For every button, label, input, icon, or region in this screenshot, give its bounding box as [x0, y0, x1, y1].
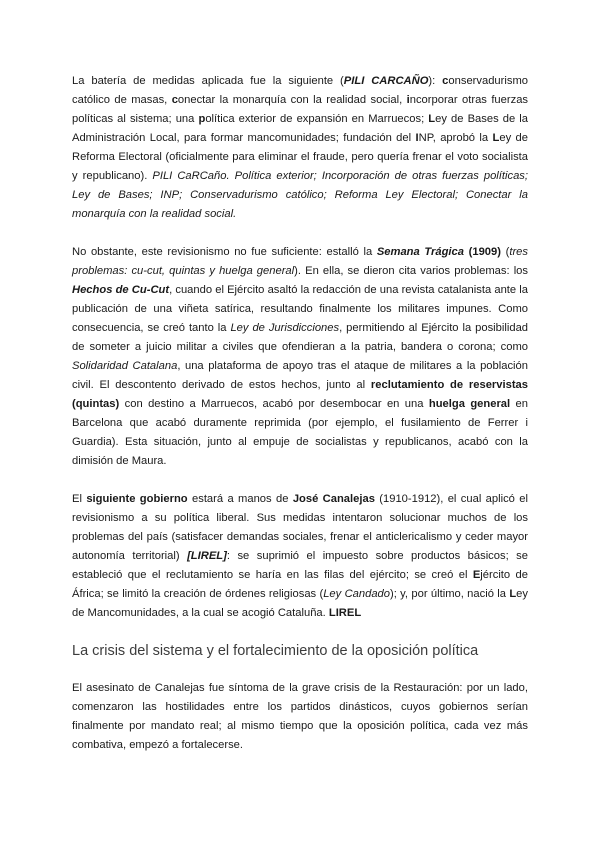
- text-run: (1910-1912), el cual aplicó el revisionismo a su política liberal. Sus medidas intentaron solucionar muchos de los problemas del país (satisfacer demandas sociales, frenar el anticlericalismo y ceder mayor autonomía territorial): [72, 493, 528, 562]
- text-run: NP, aprobó la: [418, 132, 493, 144]
- text-run: ey de Bases de la Administración Local, para formar mancomunidades; fundación del: [72, 113, 529, 144]
- text-run: El asesinato de Canalejas fue síntoma de la grave crisis de la Restauración: por un lado, comenzaron las hostilidades entre los partidos dinásticos, cuyos gobiernos serían finalmente por mandato real; al mismo tiempo que la oposición política, cada vez más combativa, empezó a fortalecerse.: [72, 682, 528, 751]
- text-run: huelga general: [428, 398, 511, 410]
- text-run: José Canalejas: [292, 493, 375, 505]
- text-run: onectar la monarquía con la realidad social,: [177, 94, 407, 106]
- text-run: : se suprimió el impuesto sobre productos básicos; se estableció que el reclutamiento se haría en las filas del ejército; se creó el: [72, 550, 528, 581]
- text-run: ). En ella, se dieron cita varios problemas: los: [294, 265, 529, 277]
- text-run: L: [492, 132, 500, 144]
- paragraph-crisis: [72, 679, 528, 755]
- text-run: siguiente gobierno: [86, 493, 188, 505]
- text-run: onservadurismo católico de masas,: [72, 75, 528, 106]
- text-run: ):: [428, 75, 443, 87]
- text-run: [LIREL]: [187, 550, 227, 562]
- text-run: c: [442, 75, 449, 87]
- text-run: en Barcelona que acabó duramente reprimida (por ejemplo, el fusilamiento de Ferrer i Guardia). Esta situación, junto al empuje de socialistas y republicanos, acabó con la dimisión de Maura.: [72, 398, 528, 467]
- text-run: Solidaridad Catalana: [72, 360, 178, 372]
- text-run: E: [472, 569, 481, 581]
- text-run: jército de África; se limitó la creación de órdenes religiosas (: [72, 569, 528, 600]
- text-run: (: [500, 246, 510, 258]
- text-run: ncorporar otras fuerzas políticas al sistema; una: [72, 94, 529, 125]
- text-run: LIREL: [328, 607, 362, 619]
- text-run: , una plataforma de apoyo tras el ataque de militares a la población civil. El descontento derivado de estos hechos, junto al: [72, 360, 528, 391]
- section-heading: La crisis del sistema y el fortalecimiento de la oposición política: [72, 643, 479, 659]
- text-run: I: [415, 132, 419, 144]
- text-run: Hechos de Cu-Cut: [72, 284, 170, 296]
- text-run: Semana Trágica: [376, 246, 464, 258]
- text-run: El: [72, 493, 87, 505]
- paragraph-semana-tragica: [72, 243, 528, 471]
- text-run: ey de Reforma Electoral (oficialmente para eliminar el fraude, pero quería frenar el voto socialista y republicano).: [72, 132, 529, 182]
- text-run: L: [428, 113, 436, 125]
- paragraph-measures: [72, 72, 528, 224]
- text-run: , cuando el Ejército asaltó la redacción de una revista catalanista ante la publicación de una viñeta satírica, resultando finalmente los militares impunes. Como consecuencia, se creó tanto la: [72, 284, 528, 334]
- text-run: Ley Candado: [323, 588, 390, 600]
- text-run: (1909): [468, 246, 501, 258]
- text-run: L: [509, 588, 517, 600]
- text-run: ); y, por último, nació la: [390, 588, 510, 600]
- text-run: c: [171, 94, 178, 106]
- text-run: reclutamiento de reservistas (quintas): [72, 379, 528, 410]
- text-run: ey de Mancomunidades, a la cual se acogió Cataluña.: [72, 588, 528, 619]
- paragraph-canalejas: [72, 490, 528, 623]
- text-run: estará a manos de: [187, 493, 293, 505]
- text-run: con destino a Marruecos, acabó por desembocar en una: [119, 398, 429, 410]
- text-run: , permitiendo al Ejército la posibilidad de someter a juicio militar a civiles que ofendieran a la patria, bandera o corona; como: [72, 322, 529, 353]
- text-run: Ley de Jurisdicciones: [230, 322, 340, 334]
- text-run: olítica exterior de expansión en Marruecos;: [205, 113, 429, 125]
- text-run: PILI CARCAÑO: [343, 75, 429, 87]
- text-run: tres problemas: cu-cut, quintas y huelga general: [72, 246, 528, 277]
- text-run: La batería de medidas aplicada fue la siguiente (: [72, 75, 344, 87]
- text-run: p: [198, 113, 206, 125]
- text-run: i: [406, 94, 410, 106]
- text-run: PILI CaRCaño. Política exterior; Incorporación de otras fuerzas políticas; Ley de Bases; INP; Conservadurismo católico; Reforma Ley Electoral; Conectar la monarquía con la realidad social.: [72, 170, 528, 220]
- text-run: No obstante, este revisionismo no fue suficiente: estalló la: [72, 246, 377, 258]
